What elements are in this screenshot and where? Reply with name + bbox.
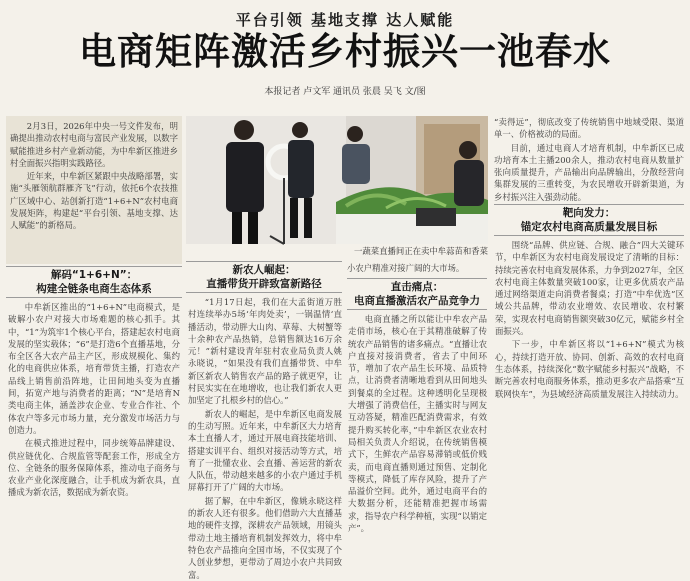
section3-paragraph: “卖得远”，彻底改变了传统销售中地域受限、渠道单一、价格被动的局面。 <box>494 117 684 140</box>
intro-text <box>10 120 178 258</box>
section2-heading <box>186 264 342 291</box>
section1-paragraph: 中牟新区推出的“1+6+N”电商模式，是破解小农户对接大市场难题的核心抓手。其中，“1”为筑牢1个核心平台，搭建起农村电商发展的坚实载体；“6”是打造6个直播基地，分布全区各大农产品主产区，形成规模化、集约化的电商供应体系，培育带货主播，打造农产品线上销售前沿阵地，让田间地头变为直播间，拓宽产地与消费者的距离；“N”是培育N类电商主体，涵盖涉农企业、专业合作社、个体农户等多元市场力量，充分激发市场活力与创造力。 <box>8 302 180 435</box>
divider <box>347 309 487 310</box>
section4-heading <box>494 207 684 234</box>
livestream-scene-image <box>186 116 488 244</box>
section3-heading <box>347 281 487 308</box>
section3-paragraph: 目前，通过电商人才培育机制，中牟新区已成功培育本土主播200余人，推动农村电商从数量扩张向质量提升，产品输出向品牌输出，分散经营向集群发展的三重转变，为农民增收开辟新渠道，为乡村振兴注入强劲动能。 <box>494 142 684 202</box>
section2-paragraph: 新农人的崛起，是中牟新区电商发展的生动写照。近年来，中牟新区大力培育本土直播人才，通过开展电商技能培训、搭建实训平台、组织对接活动等方式，培育了一批懂农业、会直播、善运营的新农人队伍，带动越来越多的小农户通过手机屏幕打开了广阔的大市场。 <box>188 408 342 493</box>
section2-title-a: 新农人崛起： <box>232 264 296 276</box>
section3-lead <box>347 262 487 276</box>
divider <box>186 292 342 293</box>
section4-paragraph: 下一步，中牟新区将以“1+6+N”模式为核心，持续打造开放、协同、创新、高效的农村电商生态体系，持续深化“数字赋能乡村振兴”战略，不断完善农村电商服务体系，推动更多农产品搭乘“互联网快车”，为县域经济高质量发展注入持续动力。 <box>495 339 684 399</box>
section4-body <box>495 239 684 469</box>
divider <box>6 266 182 267</box>
section3-title-b: 电商直播激活农产品竞争力 <box>354 295 480 307</box>
livestream-photo <box>186 116 488 244</box>
kicker: 平台引领 基地支撑 达人赋能 <box>235 11 455 29</box>
divider <box>494 204 684 205</box>
divider <box>186 261 342 262</box>
section1-title-b: 构建全链条电商生态体系 <box>36 283 152 295</box>
intro-paragraph: 2月3日，2026年中央一号文件发布，明确提出推动农村电商与富民产业发展，以数字赋能推进乡村产业新动能，为中牟新区推进乡村全面振兴指明实践路径。 <box>10 121 178 168</box>
headline: 电商矩阵激活乡村振兴一池春水 <box>79 30 611 73</box>
section3-paragraph: 电商直播之所以能让中牟农产品走俏市场，核心在于其精准破解了传统农产品销售的诸多痛点。“直播让农户直接对接消费者，省去了中间环节，增加了农产品生长环境、品质特点，让消费者清晰地看到从田间地头到餐桌的全过程。这种透明化呈现极大增强了消费信任，主播实时与网友互动答疑，精准匹配消费需求，有效提升购买转化率，”中牟新区农业农村局相关负责人介绍说，在传统销售模式下，生鲜农产品容易滞销或低价贱卖，而电商直播则通过预售、定制化等模式，降低了库存风险，提升了产品溢价空间。此外，通过电商平台的大数据分析，还能精准把握市场需求，指导农户科学种植，实现“以销定产”。 <box>348 314 487 534</box>
section2-title-b: 直播带货开辟致富新路径 <box>206 278 322 290</box>
section1-title-a: 解码“1+6+N”： <box>50 269 138 281</box>
section2-paragraph: “1月17日起，我们在大孟街道万胜村连续举办5场‘年肉处卖’，一锅温情‘直播活动，带动胖大山肉、草莓、大树蟹等十余种农产品热销，总销售额达16万余元！”新村建设青年驻村农业局负责人姚永晓说，“如果没有我们直播带货、中牟新区新农人销售农产品的路子就更窄，让村民实实在在地增收，也让我们新农人更加坚定了扎根乡村的信心。” <box>188 297 342 406</box>
divider <box>494 235 684 236</box>
intro-paragraph: 近年来，中牟新区紧跟中央战略部署，实施“头雁领航群雁齐飞”行动，依托6个农技推广区域中心、站创新打造“1+6+N”农村电商发展矩阵，构建起“平台引领、基地支撑、达人赋能”的新格局。 <box>10 171 178 231</box>
section2-body <box>188 296 342 580</box>
section1-heading <box>6 269 182 296</box>
divider <box>347 278 487 279</box>
section2-paragraph: 据了解，在中牟新区，像姚永晓这样的新农人还有很多。他们借助六大直播基地的硬件支撑，深耕农产品领域，用镜头带动土地主播培育机制发挥效力，将中牟特色农产品推向全国市场，不仅实现了个人创业梦想，更带动了周边小农户共同致富。 <box>188 495 342 580</box>
section4-title-b: 锚定农村电商高质量发展目标 <box>520 221 658 233</box>
section3-body <box>348 313 487 534</box>
divider <box>6 297 182 298</box>
section3-continued <box>494 116 684 202</box>
byline: 本报记者 卢文军 通讯员 张晨 吴飞 文/图 <box>264 87 426 97</box>
section1-body <box>8 301 180 498</box>
section3-title-a: 直击痛点： <box>390 281 444 293</box>
section3-lead-text: 小农户精准对接广阔的大市场。 <box>347 263 465 273</box>
section1-paragraph: 在模式推进过程中，同步统筹品牌建设、供应链优化、合规监管等配套工作，形成全方位、全链条的服务保障体系，推动电子商务与农业产业化深度融合，让手机成为新农具，直播成为新农活，数据成为新农资。 <box>8 438 180 498</box>
section4-title-a: 靶向发力： <box>562 207 616 219</box>
photo-caption: 一蔬菜直播间正在卖中牟蒜苗和香菜 <box>354 246 488 256</box>
section4-paragraph: 围绕“品牌、供应链、合规、融合”四大关键环节，中牟新区为农村电商发展设定了清晰的目标：持续完善农村电商发展体系，力争到2027年，全区农村电商主体数量突破100家，让更多优质农产品通过网络渠道走向消费者餐桌；打造“中牟优选”区域公共品牌，带动农业增效、农民增收、农村繁荣，实现农村电商销售额突破30亿元，赋能乡村全面振兴。 <box>495 240 684 337</box>
